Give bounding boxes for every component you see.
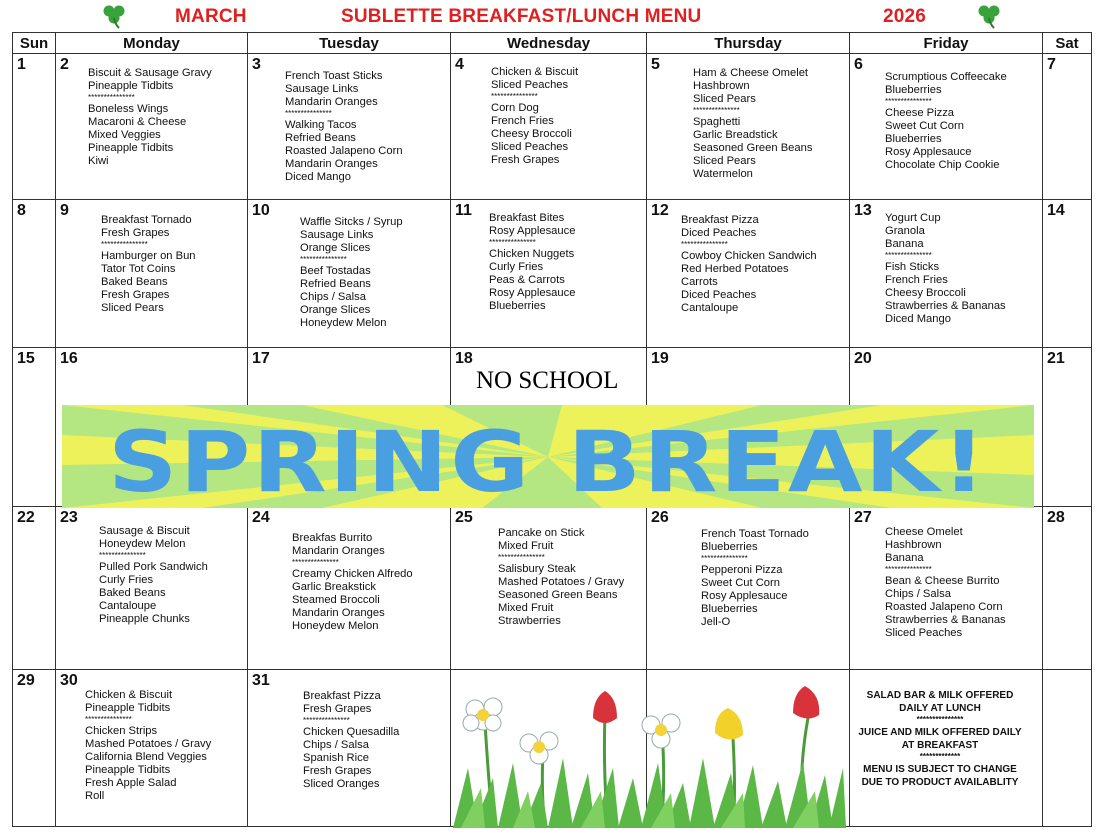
menu-item: Banana	[885, 238, 924, 250]
day-number: 2	[60, 56, 69, 73]
menu-notes	[852, 690, 1028, 789]
menu-item: Rosy Applesauce	[885, 146, 972, 158]
weekday-sat: Sat	[1043, 33, 1092, 54]
menu-item: Sausage Links	[300, 229, 374, 241]
menu-item: French Fries	[885, 274, 948, 286]
day-cell	[1043, 54, 1092, 200]
separator-line: ***************	[99, 551, 146, 560]
menu-item: Cheese Omelet	[885, 526, 963, 538]
menu-item: Spaghetti	[693, 116, 741, 128]
menu-list	[99, 525, 208, 626]
weekday-thu: Thursday	[647, 33, 850, 54]
menu-item: Rosy Applesauce	[701, 590, 788, 602]
menu-item: Diced Peaches	[681, 227, 757, 239]
menu-item: Roasted Jalapeno Corn	[285, 145, 403, 157]
day-number: 12	[651, 202, 669, 219]
menu-item: Pepperoni Pizza	[701, 564, 783, 576]
day-number: 31	[252, 672, 270, 689]
day-cell	[1043, 670, 1092, 827]
menu-item: Breakfast Bites	[489, 212, 565, 224]
separator-line: ***************	[101, 240, 148, 249]
menu-item: Orange Slices	[300, 242, 371, 254]
menu-item: Fresh Grapes	[303, 765, 372, 777]
day-number: 23	[60, 509, 78, 526]
menu-item: Pineapple Chunks	[99, 613, 190, 625]
menu-list	[303, 690, 399, 791]
menu-item: Mashed Potatoes / Gravy	[498, 576, 625, 588]
menu-item: Fresh Grapes	[101, 227, 170, 239]
menu-item: Roasted Jalapeno Corn	[885, 601, 1003, 613]
menu-item: Sausage Links	[285, 83, 359, 95]
separator-line: ***************	[885, 565, 932, 574]
menu-item: Watermelon	[693, 168, 753, 180]
menu-list	[885, 71, 1007, 172]
menu-item: Mixed Fruit	[498, 602, 554, 614]
separator-line: ***************	[292, 558, 339, 567]
banner-graphic	[62, 405, 1034, 508]
menu-list	[693, 67, 812, 181]
separator-line: ***************	[303, 716, 350, 725]
menu-item: Hashbrown	[693, 80, 750, 92]
menu-item: Blueberries	[885, 84, 942, 96]
menu-item: Baked Beans	[99, 587, 166, 599]
menu-item: Cantaloupe	[681, 302, 739, 314]
menu-item: French Toast Tornado	[701, 528, 809, 540]
day-cell	[13, 348, 56, 507]
menu-item: Refried Beans	[285, 132, 356, 144]
menu-item: Blueberries	[489, 300, 546, 312]
menu-item: French Toast Sticks	[285, 70, 383, 82]
day-number: 16	[60, 350, 78, 367]
menu-item: Refried Beans	[300, 278, 371, 290]
no-school-label: NO SCHOOL	[476, 367, 619, 394]
menu-item: Garlic Breakstick	[292, 581, 376, 593]
menu-item: Diced Mango	[885, 313, 951, 325]
day-number: 8	[17, 202, 26, 219]
menu-item: Chicken Strips	[85, 725, 158, 737]
menu-item: Pulled Pork Sandwich	[99, 561, 208, 573]
day-number: 9	[60, 202, 69, 219]
menu-item: Baked Beans	[101, 276, 168, 288]
menu-item: Rosy Applesauce	[489, 287, 576, 299]
separator-line: ***************	[88, 93, 135, 102]
separator-line: ***************	[693, 106, 740, 115]
day-number: 19	[651, 350, 669, 367]
day-number: 1	[17, 56, 26, 73]
day-number: 20	[854, 350, 872, 367]
day-number: 18	[455, 350, 473, 367]
menu-item: Peas & Carrots	[489, 274, 565, 286]
menu-item: Boneless Wings	[88, 103, 169, 115]
menu-list	[885, 526, 1006, 640]
menu-item: Salisbury Steak	[498, 563, 576, 575]
menu-item: AT BREAKFAST	[901, 739, 979, 751]
menu-item: Cowboy Chicken Sandwich	[681, 250, 817, 262]
day-cell	[13, 54, 56, 200]
menu-list	[681, 214, 817, 315]
menu-item: Roll	[85, 790, 105, 802]
menu-item: Curly Fries	[99, 574, 154, 586]
day-number: 5	[651, 56, 660, 73]
menu-list	[300, 216, 403, 330]
menu-item: Sliced Pears	[101, 302, 164, 314]
menu-item: Blueberries	[701, 603, 758, 615]
menu-item: Sweet Cut Corn	[701, 577, 780, 589]
separator-line: ***************	[285, 109, 332, 118]
separator-line: ***************	[491, 92, 538, 101]
separator-line: ***************	[701, 554, 748, 563]
day-number: 3	[252, 56, 261, 73]
menu-item: Mashed Potatoes / Gravy	[85, 738, 212, 750]
menu-item: Fresh Grapes	[303, 703, 372, 715]
day-number: 24	[252, 509, 270, 526]
menu-item: Chicken Nuggets	[489, 248, 575, 260]
menu-item: Carrots	[681, 276, 718, 288]
day-number: 13	[854, 202, 872, 219]
menu-item: Scrumptious Coffeecake	[885, 71, 1007, 83]
banner-text: SPRING BREAK!	[108, 413, 989, 508]
menu-item: Fish Sticks	[885, 261, 940, 273]
menu-item: Chocolate Chip Cookie	[885, 159, 1000, 171]
day-cell	[13, 670, 56, 827]
menu-item: Breakfast Pizza	[681, 214, 759, 226]
menu-item: Seasoned Green Beans	[498, 589, 618, 601]
menu-item: Honeydew Melon	[292, 620, 379, 632]
menu-item: Chicken & Biscuit	[85, 689, 173, 701]
menu-item: Strawberries & Bananas	[885, 614, 1006, 626]
separator-line: ***************	[85, 715, 132, 724]
menu-item: Blueberries	[701, 541, 758, 553]
menu-item: Hamburger on Bun	[101, 250, 196, 262]
menu-item: Cheesy Broccoli	[491, 128, 572, 140]
menu-item: Chips / Salsa	[300, 291, 366, 303]
menu-item: Granola	[885, 225, 925, 237]
separator-line: ***************	[916, 715, 964, 724]
menu-item: SALAD BAR & MILK OFFERED	[866, 690, 1014, 701]
menu-list	[489, 212, 575, 313]
menu-item: Mandarin Oranges	[292, 545, 385, 557]
day-number: 27	[854, 509, 872, 526]
menu-item: Rosy Applesauce	[489, 225, 576, 237]
menu-item: Honeydew Melon	[99, 538, 186, 550]
menu-item: Hashbrown	[885, 539, 942, 551]
menu-item: Cheese Pizza	[885, 107, 955, 119]
menu-item: Beef Tostadas	[300, 265, 371, 277]
weekday-mon: Monday	[56, 33, 248, 54]
menu-item: Cheesy Broccoli	[885, 287, 966, 299]
separator-line: ***************	[498, 553, 545, 562]
menu-item: Breakfast Pizza	[303, 690, 381, 702]
menu-list	[88, 67, 212, 168]
menu-list	[701, 528, 809, 629]
menu-item: Garlic Breadstick	[693, 129, 778, 141]
menu-item: Jell-O	[701, 616, 731, 628]
menu-item: Strawberries & Bananas	[885, 300, 1006, 312]
menu-item: Chips / Salsa	[303, 739, 369, 751]
menu-item: Diced Mango	[285, 171, 351, 183]
day-cell	[13, 507, 56, 670]
menu-item: Spanish Rice	[303, 752, 369, 764]
menu-item: MENU IS SUBJECT TO CHANGE	[863, 764, 1017, 775]
menu-item: French Fries	[491, 115, 554, 127]
menu-item: JUICE AND MILK OFFERED DAILY	[858, 727, 1022, 738]
menu-item: Sliced Peaches	[491, 79, 569, 91]
weekday-row	[13, 33, 1092, 54]
day-number: 10	[252, 202, 270, 219]
menu-item: Biscuit & Sausage Gravy	[88, 67, 212, 79]
day-number: 28	[1047, 509, 1065, 526]
menu-item: Waffle Sitcks / Syrup	[300, 216, 403, 228]
menu-list	[498, 527, 624, 628]
menu-item: Orange Slices	[300, 304, 371, 316]
menu-item: Blueberries	[885, 133, 942, 145]
menu-item: Pineapple Tidbits	[85, 764, 171, 776]
day-number: 4	[455, 56, 464, 73]
menu-item: DAILY AT LUNCH	[899, 702, 981, 714]
separator-line: ***************	[885, 251, 932, 260]
menu-item: Breakfast Tornado	[101, 214, 192, 226]
menu-item: Steamed Broccoli	[292, 594, 380, 606]
menu-item: Corn Dog	[491, 102, 539, 114]
menu-item: Red Herbed Potatoes	[681, 263, 789, 275]
weekday-sun: Sun	[13, 33, 56, 54]
menu-item: Sliced Pears	[693, 93, 756, 105]
menu-item: Pancake on Stick	[498, 527, 585, 539]
menu-item: Curly Fries	[489, 261, 544, 273]
menu-item: Mixed Fruit	[498, 540, 554, 552]
menu-item: Mandarin Oranges	[292, 607, 385, 619]
month-label: MARCH	[175, 6, 247, 27]
day-number: 11	[455, 202, 472, 219]
menu-item: Sliced Oranges	[303, 778, 380, 790]
menu-list	[85, 689, 211, 803]
separator-line: ***************	[885, 97, 932, 106]
day-number: 15	[17, 350, 35, 367]
menu-item: Strawberries	[498, 615, 561, 627]
menu-item: Chicken & Biscuit	[491, 66, 579, 78]
day-number: 25	[455, 509, 473, 526]
shamrock-icon	[975, 3, 1003, 29]
menu-item: Fresh Grapes	[491, 154, 560, 166]
menu-item: DUE TO PRODUCT AVAILABLITY	[861, 776, 1019, 788]
menu-item: Pineapple Tidbits	[88, 142, 174, 154]
spring-break-banner	[62, 405, 1034, 508]
menu-item: Sliced Peaches	[885, 627, 963, 639]
menu-item: Fresh Grapes	[101, 289, 170, 301]
menu-item: Walking Tacos	[285, 119, 357, 131]
menu-item: Pineapple Tidbits	[88, 80, 174, 92]
menu-item: Sliced Pears	[693, 155, 756, 167]
menu-item: Creamy Chicken Alfredo	[292, 568, 413, 580]
day-number: 7	[1047, 56, 1056, 73]
menu-item: Kiwi	[88, 155, 109, 167]
day-number: 6	[854, 56, 863, 73]
weekday-wed: Wednesday	[451, 33, 647, 54]
menu-item: Sausage & Biscuit	[99, 525, 190, 537]
day-number: 29	[17, 672, 35, 689]
year-label: 2026	[883, 6, 927, 27]
day-number: 21	[1047, 350, 1065, 367]
menu-item: Mandarin Oranges	[285, 158, 378, 170]
weekday-fri: Friday	[850, 33, 1043, 54]
weekday-tue: Tuesday	[248, 33, 451, 54]
menu-item: Tator Tot Coins	[101, 263, 176, 275]
separator-line: ***************	[489, 238, 536, 247]
menu-item: Mandarin Oranges	[285, 96, 378, 108]
menu-item: California Blend Veggies	[85, 751, 207, 763]
menu-item: Breakfas Burrito	[292, 532, 373, 544]
menu-item: Cantaloupe	[99, 600, 157, 612]
menu-list	[885, 212, 1006, 326]
day-cell	[1043, 200, 1092, 348]
separator-line: ***************	[300, 255, 347, 264]
menu-item: Macaroni & Cheese	[88, 116, 187, 128]
calendar-header	[0, 0, 1107, 32]
menu-item: Honeydew Melon	[300, 317, 387, 329]
separator-line: ***************	[681, 240, 728, 249]
day-number: 22	[17, 509, 35, 526]
day-cell	[1043, 348, 1092, 507]
menu-item: Bean & Cheese Burrito	[885, 575, 1000, 587]
menu-item: Banana	[885, 552, 924, 564]
menu-list	[101, 214, 196, 315]
menu-item: Ham & Cheese Omelet	[693, 67, 809, 79]
day-cell	[13, 200, 56, 348]
menu-item: Sliced Peaches	[491, 141, 569, 153]
menu-item: Pineapple Tidbits	[85, 702, 171, 714]
menu-list	[491, 66, 578, 167]
separator-line: *************	[919, 752, 961, 761]
day-number: 14	[1047, 202, 1065, 219]
menu-list	[292, 532, 413, 633]
menu-item: Diced Peaches	[681, 289, 757, 301]
day-number: 17	[252, 350, 270, 367]
day-number: 30	[60, 672, 78, 689]
menu-item: Fresh Apple Salad	[85, 777, 177, 789]
menu-list	[285, 70, 403, 184]
menu-item: Yogurt Cup	[885, 212, 941, 224]
day-cell	[1043, 507, 1092, 670]
shamrock-icon	[100, 3, 128, 29]
daffodil-tulip-illustration	[453, 673, 846, 828]
menu-item: Seasoned Green Beans	[693, 142, 813, 154]
menu-item: Chips / Salsa	[885, 588, 951, 600]
page-title: SUBLETTE BREAKFAST/LUNCH MENU	[341, 6, 702, 27]
menu-item: Sweet Cut Corn	[885, 120, 964, 132]
menu-item: Chicken Quesadilla	[303, 726, 400, 738]
menu-item: Mixed Veggies	[88, 129, 161, 141]
day-number: 26	[651, 509, 669, 526]
